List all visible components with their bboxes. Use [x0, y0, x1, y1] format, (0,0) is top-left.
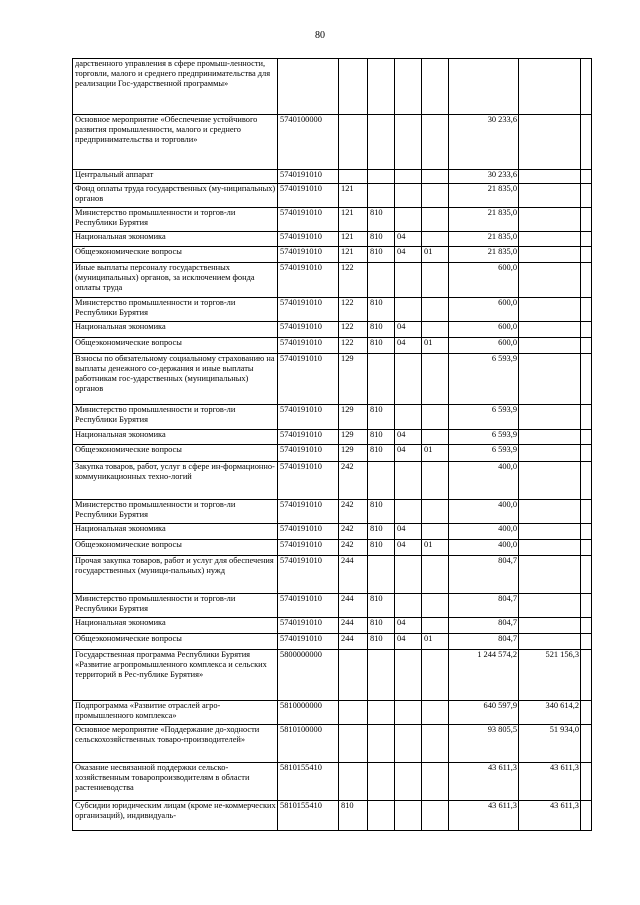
cell-amount-federal — [519, 263, 581, 298]
cell-name: Национальная экономика — [73, 232, 278, 247]
cell-expense-type: 122 — [339, 322, 368, 338]
cell-expense-type — [339, 650, 368, 701]
cell-expense-type: 121 — [339, 232, 368, 247]
cell-administrator: 810 — [368, 322, 395, 338]
cell-empty — [581, 430, 592, 445]
cell-target-article: 5740191010 — [278, 354, 339, 405]
cell-amount-federal — [519, 500, 581, 524]
cell-expense-type: 244 — [339, 594, 368, 618]
table-row — [73, 500, 592, 524]
cell-amount: 21 835,0 — [449, 247, 519, 263]
cell-name: Фонд оплаты труда государственных (му-ниципальных) органов — [73, 184, 278, 208]
cell-section — [395, 263, 422, 298]
cell-amount: 804,7 — [449, 634, 519, 650]
cell-administrator: 810 — [368, 634, 395, 650]
cell-expense-type: 242 — [339, 540, 368, 556]
cell-section: 04 — [395, 430, 422, 445]
cell-subsection — [422, 763, 449, 801]
cell-target-article: 5740191010 — [278, 232, 339, 247]
cell-amount — [449, 59, 519, 115]
cell-target-article: 5740191010 — [278, 322, 339, 338]
cell-amount: 21 835,0 — [449, 184, 519, 208]
cell-section: 04 — [395, 524, 422, 540]
cell-subsection — [422, 208, 449, 232]
cell-section — [395, 298, 422, 322]
cell-amount-federal — [519, 462, 581, 500]
cell-name: Министерство промышленности и торгов-ли Республики Бурятия — [73, 208, 278, 232]
table-row — [73, 354, 592, 405]
cell-target-article: 5740191010 — [278, 184, 339, 208]
cell-amount: 640 597,9 — [449, 701, 519, 725]
cell-expense-type: 244 — [339, 618, 368, 634]
cell-amount: 6 593,9 — [449, 405, 519, 430]
cell-amount: 600,0 — [449, 338, 519, 354]
cell-section: 04 — [395, 247, 422, 263]
cell-name: Национальная экономика — [73, 430, 278, 445]
table-row — [73, 462, 592, 500]
cell-name: Общеэкономические вопросы — [73, 338, 278, 354]
cell-expense-type: 121 — [339, 184, 368, 208]
cell-subsection — [422, 298, 449, 322]
cell-administrator: 810 — [368, 338, 395, 354]
cell-empty — [581, 170, 592, 184]
table-row — [73, 59, 592, 115]
cell-section — [395, 594, 422, 618]
cell-amount-federal — [519, 170, 581, 184]
table-row — [73, 725, 592, 763]
cell-section — [395, 763, 422, 801]
cell-amount-federal — [519, 524, 581, 540]
cell-target-article: 5810000000 — [278, 701, 339, 725]
cell-administrator: 810 — [368, 298, 395, 322]
cell-empty — [581, 462, 592, 500]
cell-administrator — [368, 170, 395, 184]
cell-administrator — [368, 650, 395, 701]
table-row — [73, 763, 592, 801]
cell-target-article: 5740191010 — [278, 500, 339, 524]
cell-name: Министерство промышленности и торгов-ли Республики Бурятия — [73, 500, 278, 524]
cell-section: 04 — [395, 634, 422, 650]
cell-section — [395, 115, 422, 170]
cell-expense-type — [339, 701, 368, 725]
cell-expense-type — [339, 725, 368, 763]
cell-target-article: 5740191010 — [278, 634, 339, 650]
cell-administrator — [368, 59, 395, 115]
cell-amount-federal — [519, 247, 581, 263]
cell-empty — [581, 725, 592, 763]
cell-target-article: 5740191010 — [278, 594, 339, 618]
table-row — [73, 115, 592, 170]
cell-name: Национальная экономика — [73, 322, 278, 338]
cell-section: 04 — [395, 445, 422, 462]
cell-amount-federal — [519, 634, 581, 650]
cell-name: Национальная экономика — [73, 524, 278, 540]
cell-target-article: 5810155410 — [278, 763, 339, 801]
cell-expense-type: 122 — [339, 298, 368, 322]
cell-empty — [581, 650, 592, 701]
cell-empty — [581, 701, 592, 725]
cell-expense-type: 121 — [339, 247, 368, 263]
cell-subsection — [422, 650, 449, 701]
cell-amount-federal — [519, 232, 581, 247]
cell-target-article: 5740191010 — [278, 247, 339, 263]
cell-name: Центральный аппарат — [73, 170, 278, 184]
cell-subsection — [422, 59, 449, 115]
cell-administrator — [368, 763, 395, 801]
cell-amount-federal — [519, 540, 581, 556]
cell-expense-type: 244 — [339, 634, 368, 650]
cell-amount: 804,7 — [449, 556, 519, 594]
cell-amount-federal: 51 934,0 — [519, 725, 581, 763]
cell-section: 04 — [395, 232, 422, 247]
cell-administrator: 810 — [368, 540, 395, 556]
cell-empty — [581, 618, 592, 634]
cell-empty — [581, 500, 592, 524]
table-row — [73, 634, 592, 650]
cell-subsection — [422, 500, 449, 524]
cell-subsection — [422, 524, 449, 540]
cell-expense-type: 242 — [339, 524, 368, 540]
cell-expense-type: 129 — [339, 354, 368, 405]
cell-target-article: 5740191010 — [278, 524, 339, 540]
cell-amount: 6 593,9 — [449, 354, 519, 405]
cell-expense-type: 129 — [339, 405, 368, 430]
cell-subsection: 01 — [422, 540, 449, 556]
cell-name: Взносы по обязательному социальному страхованию на выплаты денежного со-держания и иные выплаты работникам гос-ударственных (муниципальных) органов — [73, 354, 278, 405]
cell-subsection — [422, 232, 449, 247]
cell-amount: 93 805,5 — [449, 725, 519, 763]
cell-target-article: 5740191010 — [278, 338, 339, 354]
cell-amount-federal — [519, 594, 581, 618]
table-row — [73, 701, 592, 725]
cell-subsection — [422, 322, 449, 338]
cell-section: 04 — [395, 540, 422, 556]
cell-subsection — [422, 354, 449, 405]
table-row — [73, 338, 592, 354]
cell-empty — [581, 445, 592, 462]
cell-amount-federal — [519, 430, 581, 445]
cell-amount: 30 233,6 — [449, 115, 519, 170]
cell-subsection — [422, 556, 449, 594]
cell-target-article: 5740191010 — [278, 462, 339, 500]
table-body — [73, 59, 592, 831]
cell-subsection — [422, 725, 449, 763]
cell-section — [395, 184, 422, 208]
cell-administrator: 810 — [368, 594, 395, 618]
cell-amount: 30 233,6 — [449, 170, 519, 184]
cell-administrator — [368, 184, 395, 208]
cell-name: Общеэкономические вопросы — [73, 540, 278, 556]
cell-empty — [581, 524, 592, 540]
cell-target-article: 5810100000 — [278, 725, 339, 763]
cell-expense-type — [339, 115, 368, 170]
cell-empty — [581, 338, 592, 354]
cell-section — [395, 208, 422, 232]
cell-amount-federal: 43 611,3 — [519, 801, 581, 831]
cell-administrator: 810 — [368, 524, 395, 540]
cell-administrator: 810 — [368, 247, 395, 263]
cell-administrator: 810 — [368, 445, 395, 462]
cell-amount-federal — [519, 115, 581, 170]
cell-section — [395, 500, 422, 524]
cell-target-article: 5740191010 — [278, 298, 339, 322]
cell-section — [395, 725, 422, 763]
cell-empty — [581, 556, 592, 594]
cell-section: 04 — [395, 338, 422, 354]
cell-expense-type: 122 — [339, 263, 368, 298]
table-row — [73, 322, 592, 338]
cell-expense-type: 129 — [339, 430, 368, 445]
table-row — [73, 556, 592, 594]
cell-target-article: 5740191010 — [278, 170, 339, 184]
cell-empty — [581, 184, 592, 208]
cell-empty — [581, 354, 592, 405]
cell-amount-federal: 521 156,3 — [519, 650, 581, 701]
cell-name: Субсидии юридическим лицам (кроме не-коммерческих организаций), индивидуаль- — [73, 801, 278, 831]
cell-name: Министерство промышленности и торгов-ли Республики Бурятия — [73, 405, 278, 430]
cell-administrator: 810 — [368, 500, 395, 524]
cell-empty — [581, 801, 592, 831]
cell-empty — [581, 232, 592, 247]
cell-amount-federal — [519, 445, 581, 462]
cell-administrator — [368, 354, 395, 405]
cell-empty — [581, 115, 592, 170]
cell-empty — [581, 247, 592, 263]
cell-expense-type — [339, 170, 368, 184]
cell-name: Подпрограмма «Развитие отраслей агро-промышленного комплекса» — [73, 701, 278, 725]
cell-expense-type: 242 — [339, 500, 368, 524]
cell-amount-federal — [519, 208, 581, 232]
cell-target-article — [278, 59, 339, 115]
cell-target-article: 5740191010 — [278, 263, 339, 298]
cell-subsection — [422, 405, 449, 430]
cell-subsection: 01 — [422, 634, 449, 650]
cell-amount: 400,0 — [449, 500, 519, 524]
table-row — [73, 263, 592, 298]
cell-subsection — [422, 115, 449, 170]
table-row — [73, 232, 592, 247]
cell-section: 04 — [395, 322, 422, 338]
cell-subsection: 01 — [422, 445, 449, 462]
cell-administrator: 810 — [368, 430, 395, 445]
cell-name: Министерство промышленности и торгов-ли Республики Бурятия — [73, 298, 278, 322]
cell-amount: 1 244 574,2 — [449, 650, 519, 701]
cell-target-article: 5740191010 — [278, 445, 339, 462]
cell-empty — [581, 594, 592, 618]
cell-section — [395, 170, 422, 184]
table-row — [73, 298, 592, 322]
cell-target-article: 5810155410 — [278, 801, 339, 831]
cell-name: Прочая закупка товаров, работ и услуг для обеспечения государственных (муници-пальных) нужд — [73, 556, 278, 594]
cell-subsection — [422, 594, 449, 618]
cell-empty — [581, 763, 592, 801]
cell-subsection — [422, 618, 449, 634]
cell-administrator: 810 — [368, 232, 395, 247]
cell-amount: 600,0 — [449, 322, 519, 338]
cell-amount-federal — [519, 556, 581, 594]
cell-administrator: 810 — [368, 618, 395, 634]
cell-amount: 804,7 — [449, 618, 519, 634]
cell-amount: 400,0 — [449, 462, 519, 500]
table-row — [73, 594, 592, 618]
budget-table — [72, 58, 592, 831]
cell-administrator — [368, 115, 395, 170]
table-row — [73, 524, 592, 540]
cell-target-article: 5740191010 — [278, 540, 339, 556]
table-row — [73, 430, 592, 445]
cell-expense-type: 810 — [339, 801, 368, 831]
table-row — [73, 170, 592, 184]
cell-name: Закупка товаров, работ, услуг в сфере ин-формационно-коммуникационных техно-логий — [73, 462, 278, 500]
cell-administrator: 810 — [368, 405, 395, 430]
cell-empty — [581, 540, 592, 556]
cell-section — [395, 650, 422, 701]
cell-amount: 804,7 — [449, 594, 519, 618]
cell-amount-federal — [519, 618, 581, 634]
cell-section: 04 — [395, 618, 422, 634]
table-row — [73, 184, 592, 208]
cell-target-article: 5800000000 — [278, 650, 339, 701]
table-row — [73, 540, 592, 556]
cell-empty — [581, 263, 592, 298]
cell-expense-type: 121 — [339, 208, 368, 232]
cell-name: Основное мероприятие «Обеспечение устойчивого развития промышленности, малого и среднего предпринимательства и торговли» — [73, 115, 278, 170]
cell-subsection — [422, 801, 449, 831]
cell-amount: 43 611,3 — [449, 763, 519, 801]
cell-amount-federal — [519, 354, 581, 405]
cell-empty — [581, 208, 592, 232]
cell-name: дарственного управления в сфере промыш-ленности, торговли, малого и среднего предпринимательства для реализации Гос-ударственной программы» — [73, 59, 278, 115]
cell-amount: 43 611,3 — [449, 801, 519, 831]
cell-administrator: 810 — [368, 208, 395, 232]
cell-empty — [581, 322, 592, 338]
cell-expense-type: 244 — [339, 556, 368, 594]
cell-name: Общеэкономические вопросы — [73, 445, 278, 462]
cell-subsection: 01 — [422, 338, 449, 354]
cell-target-article: 5740191010 — [278, 430, 339, 445]
table-row — [73, 618, 592, 634]
cell-subsection — [422, 462, 449, 500]
cell-administrator — [368, 725, 395, 763]
cell-name: Общеэкономические вопросы — [73, 247, 278, 263]
cell-name: Иные выплаты персоналу государственных (муниципальных) органов, за исключением фонда оплаты труда — [73, 263, 278, 298]
cell-subsection — [422, 184, 449, 208]
cell-amount: 21 835,0 — [449, 208, 519, 232]
table-row — [73, 208, 592, 232]
cell-subsection: 01 — [422, 247, 449, 263]
cell-section — [395, 405, 422, 430]
cell-target-article: 5740191010 — [278, 208, 339, 232]
cell-amount: 6 593,9 — [449, 430, 519, 445]
cell-section — [395, 354, 422, 405]
cell-section — [395, 59, 422, 115]
cell-subsection — [422, 263, 449, 298]
cell-amount: 6 593,9 — [449, 445, 519, 462]
cell-administrator — [368, 556, 395, 594]
cell-amount-federal — [519, 322, 581, 338]
cell-amount-federal: 340 614,2 — [519, 701, 581, 725]
cell-amount: 600,0 — [449, 298, 519, 322]
cell-empty — [581, 634, 592, 650]
cell-subsection — [422, 170, 449, 184]
cell-amount-federal — [519, 338, 581, 354]
cell-administrator — [368, 462, 395, 500]
cell-amount-federal — [519, 405, 581, 430]
cell-subsection — [422, 430, 449, 445]
cell-section — [395, 462, 422, 500]
table-row — [73, 405, 592, 430]
cell-target-article: 5740191010 — [278, 556, 339, 594]
cell-expense-type — [339, 59, 368, 115]
cell-target-article: 5740191010 — [278, 618, 339, 634]
cell-expense-type — [339, 763, 368, 801]
cell-empty — [581, 405, 592, 430]
table-row — [73, 445, 592, 462]
cell-empty — [581, 298, 592, 322]
cell-amount-federal — [519, 298, 581, 322]
cell-target-article: 5740100000 — [278, 115, 339, 170]
cell-empty — [581, 59, 592, 115]
cell-expense-type: 122 — [339, 338, 368, 354]
cell-name: Национальная экономика — [73, 618, 278, 634]
cell-amount-federal — [519, 59, 581, 115]
cell-amount-federal: 43 611,3 — [519, 763, 581, 801]
cell-subsection — [422, 701, 449, 725]
cell-name: Государственная программа Республики Бурятия «Развитие агропромышленного комплекса и сельских территорий в Рес-публике Бурятия» — [73, 650, 278, 701]
cell-amount: 400,0 — [449, 540, 519, 556]
cell-section — [395, 801, 422, 831]
page-number: 80 — [315, 30, 325, 41]
cell-expense-type: 242 — [339, 462, 368, 500]
cell-administrator — [368, 701, 395, 725]
cell-section — [395, 556, 422, 594]
cell-administrator — [368, 801, 395, 831]
cell-name: Министерство промышленности и торгов-ли Республики Бурятия — [73, 594, 278, 618]
cell-amount: 600,0 — [449, 263, 519, 298]
table-row — [73, 801, 592, 831]
cell-administrator — [368, 263, 395, 298]
cell-section — [395, 701, 422, 725]
cell-name: Основное мероприятие «Поддержание до-ходности сельскохозяйственных товаро-производителей» — [73, 725, 278, 763]
cell-name: Общеэкономические вопросы — [73, 634, 278, 650]
cell-expense-type: 129 — [339, 445, 368, 462]
table-row — [73, 650, 592, 701]
cell-amount: 21 835,0 — [449, 232, 519, 247]
cell-name: Оказание несвязанной поддержки сельско-хозяйственным товаропроизводителям в области растениеводства — [73, 763, 278, 801]
cell-amount-federal — [519, 184, 581, 208]
cell-target-article: 5740191010 — [278, 405, 339, 430]
cell-amount: 400,0 — [449, 524, 519, 540]
table-row — [73, 247, 592, 263]
